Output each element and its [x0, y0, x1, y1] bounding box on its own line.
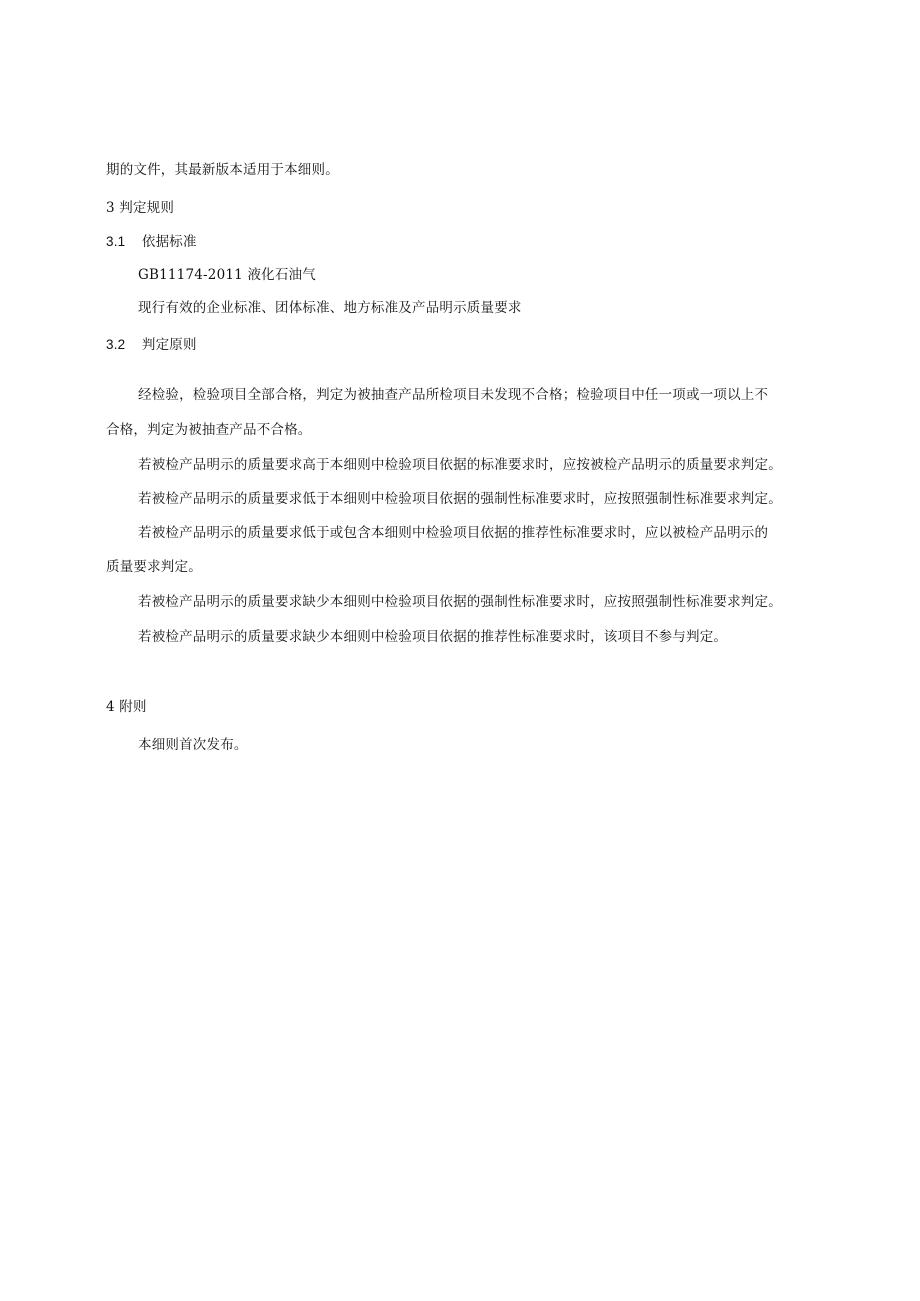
- section-3-2-heading: [106, 336, 197, 354]
- principle-paragraph-2: 若被检产品明示的质量要求高于本细则中检验项目依据的标准要求时，应按被检产品明示的质量要求判定。: [138, 457, 782, 473]
- principle-paragraph-5: 若被检产品明示的质量要求缺少本细则中检验项目依据的强制性标准要求时，应按照强制性标准要求判定。: [138, 594, 782, 610]
- principle-paragraph-3: 若被检产品明示的质量要求低于本细则中检验项目依据的强制性标准要求时，应按照强制性标准要求判定。: [138, 491, 782, 507]
- principle-paragraph-1-line-2: 合格，判定为被抽查产品不合格。: [106, 422, 312, 438]
- section-3-heading: 3 判定规则: [106, 200, 175, 216]
- standard-item-2: 现行有效的企业标准、团体标准、地方标准及产品明示质量要求: [138, 300, 522, 316]
- intro-line: 期的文件，其最新版本适用于本细则。: [106, 162, 339, 178]
- principle-paragraph-4-line-1: 若被检产品明示的质量要求低于或包含本细则中检验项目依据的推荐性标准要求时，应以被检产品明示的: [138, 525, 769, 541]
- section-3-2-title: 判定原则: [141, 337, 197, 353]
- section-3-1-title: 依据标准: [141, 234, 197, 250]
- principle-paragraph-4-line-2: 质量要求判定。: [106, 559, 202, 575]
- section-3-1-heading: [106, 233, 197, 251]
- section-3-1-number: 3.1: [106, 234, 126, 249]
- principle-paragraph-6: 若被检产品明示的质量要求缺少本细则中检验项目依据的推荐性标准要求时，该项目不参与判定。: [138, 629, 728, 645]
- principle-paragraph-1-line-1: 经检验，检验项目全部合格，判定为被抽查产品所检项目未发现不合格；检验项目中任一项或一项以上不: [138, 387, 769, 403]
- standard-item-1: GB11174-2011 液化石油气: [138, 267, 316, 283]
- section-3-2-number: 3.2: [106, 337, 126, 352]
- section-4-body: 本细则首次发布。: [138, 737, 248, 753]
- section-4-heading: 4 附则: [106, 699, 147, 715]
